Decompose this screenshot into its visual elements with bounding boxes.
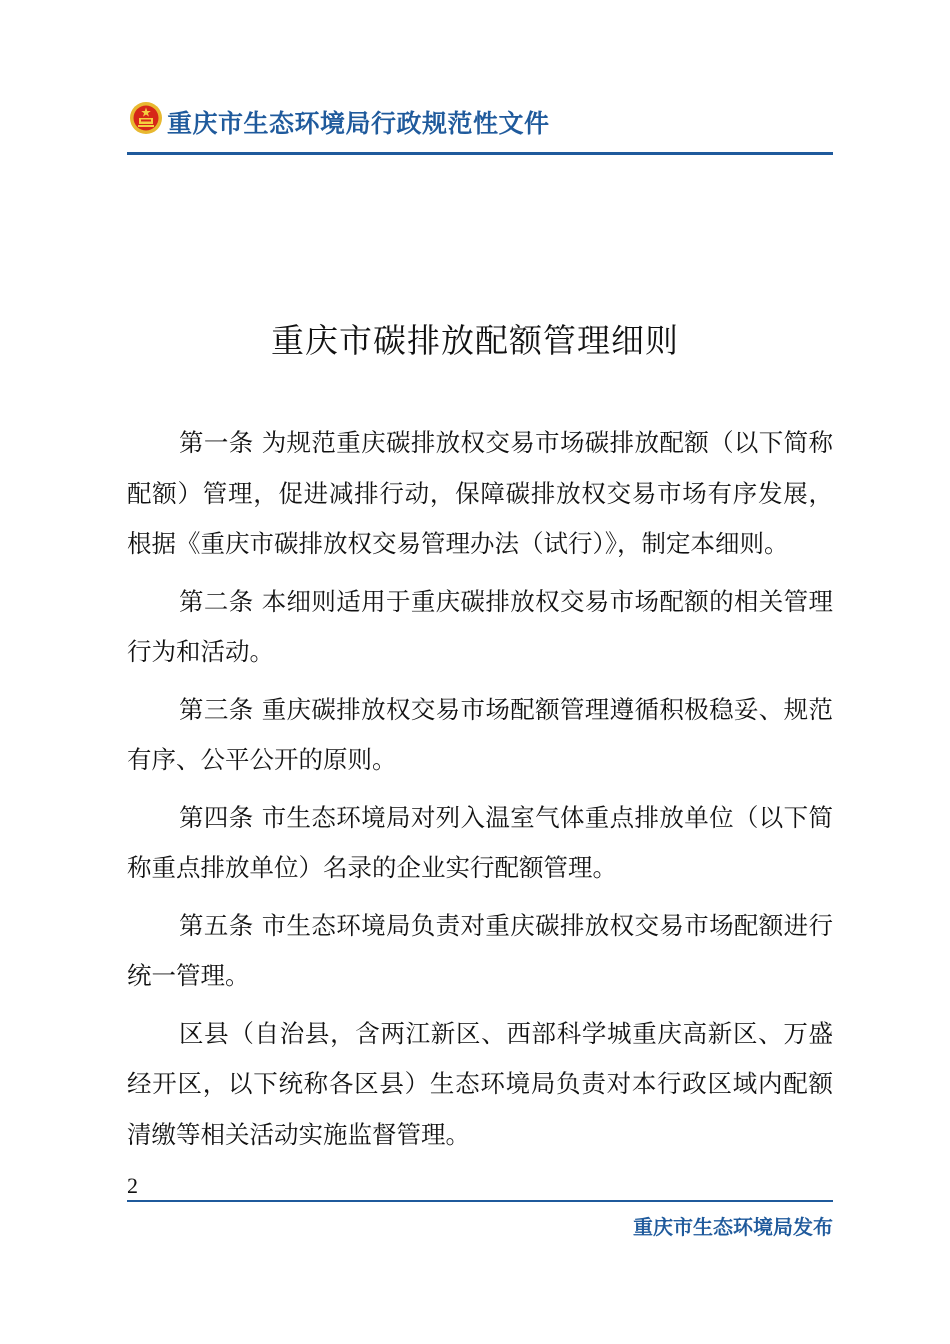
document-body [127,418,833,1167]
page-number: 2 [127,1173,138,1198]
header-title: 重庆市生态环境局行政规范性文件 [167,109,550,138]
article-paragraph: 第五条 市生态环境局负责对重庆碳排放权交易市场配额进行统一管理。 [127,910,833,990]
footer-divider [127,1200,833,1202]
document-title: 重庆市碳排放配额管理细则 [271,321,679,360]
article-paragraph: 第四条 市生态环境局对列入温室气体重点排放单位（以下简称重点排放单位）名录的企业实行配额管理。 [127,802,833,882]
article-paragraph: 第一条 为规范重庆碳排放权交易市场碳排放配额（以下简称配额）管理，促进减排行动，保障碳排放权交易市场有序发展，根据《重庆市碳排放权交易管理办法（试行）》，制定本细则。 [127,428,833,558]
header-divider [127,152,833,155]
national-emblem-icon [129,101,163,135]
document-header [127,96,833,156]
article-paragraph: 第三条 重庆碳排放权交易市场配额管理遵循积极稳妥、规范有序、公平公开的原则。 [127,694,833,774]
publisher-label: 重庆市生态环境局发布 [633,1215,833,1239]
article-paragraph: 区县（自治县，含两江新区、西部科学城重庆高新区、万盛经开区，以下统称各区县）生态环境局负责对本行政区域内配额清缴等相关活动实施监督管理。 [127,1018,833,1149]
article-paragraph: 第二条 本细则适用于重庆碳排放权交易市场配额的相关管理行为和活动。 [127,586,833,666]
